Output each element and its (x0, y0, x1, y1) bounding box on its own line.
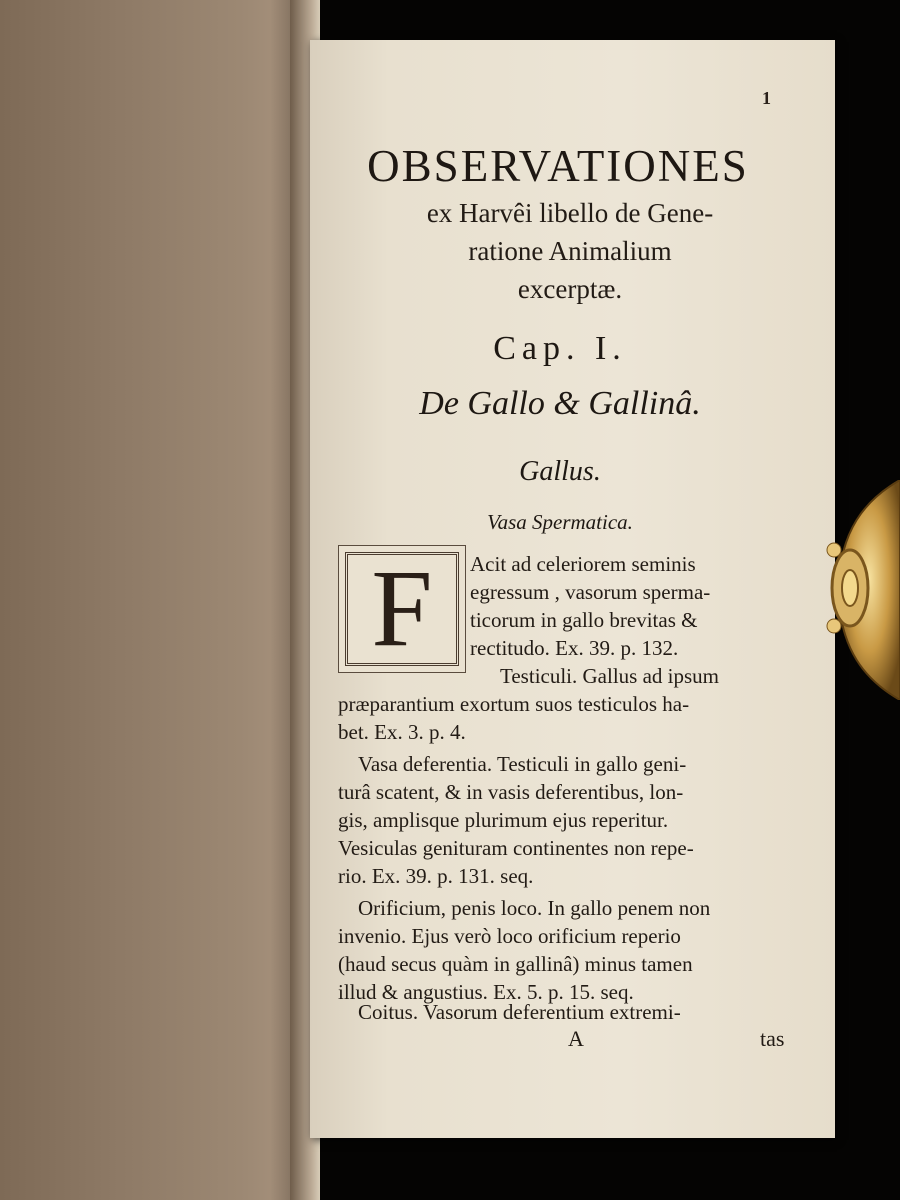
text-line: Testiculi. Gallus ad ipsum (500, 664, 720, 688)
left-page (0, 0, 300, 1200)
text-line: invenio. Ejus verò loco orificium reperio (338, 924, 681, 948)
brass-clasp-icon (810, 480, 900, 700)
text-line: egressum , vasorum sperma- (470, 580, 711, 604)
text-line: Vasa deferentia. Testiculi in gallo geni- (358, 752, 687, 776)
signature-mark: A (568, 1026, 584, 1051)
text-line: ticorum in gallo brevitas & (470, 608, 698, 632)
text-line: Orificium, penis loco. In gallo penem non (358, 896, 711, 920)
text-line: (haud secus quàm in gallinâ) minus tamen (338, 952, 693, 976)
page-number: 1 (762, 88, 771, 108)
catchword: tas (760, 1026, 785, 1051)
right-page (310, 40, 835, 1138)
text-line: turâ scatent, & in vasis deferentibus, lon- (338, 780, 684, 804)
text-line: Coitus. Vasorum deferentium extremi- (358, 1000, 681, 1024)
text-line: illud & angustius. Ex. 5. p. 15. seq. (338, 980, 634, 1004)
text-line: gis, amplisque plurimum ejus reperitur. (338, 808, 669, 832)
subtitle-line-2: ratione Animalium (468, 236, 672, 266)
page-title: OBSERVATIONES (367, 141, 749, 191)
subtitle-line-1: ex Harvêi libello de Gene- (426, 198, 714, 228)
text-line: Acit ad celeriorem seminis (470, 552, 696, 576)
text-line: præparantium exortum suos testiculos ha- (338, 692, 690, 716)
chapter-heading: Cap. I. (493, 330, 627, 367)
dropcap-letter: F (371, 547, 433, 669)
subtitle-line-3: excerptæ. (517, 274, 623, 304)
text-line: rectitudo. Ex. 39. p. 132. (470, 636, 679, 660)
section-heading: Gallus. (519, 456, 601, 487)
chapter-title: De Gallo & Gallinâ. (419, 385, 701, 422)
text-line: rio. Ex. 39. p. 131. seq. (338, 864, 534, 888)
text-line: Vesiculas genituram continentes non repe- (338, 836, 694, 860)
ornamental-initial (338, 545, 466, 673)
subsection-heading: Vasa Spermatica. (487, 510, 633, 534)
text-line: bet. Ex. 3. p. 4. (338, 720, 466, 744)
